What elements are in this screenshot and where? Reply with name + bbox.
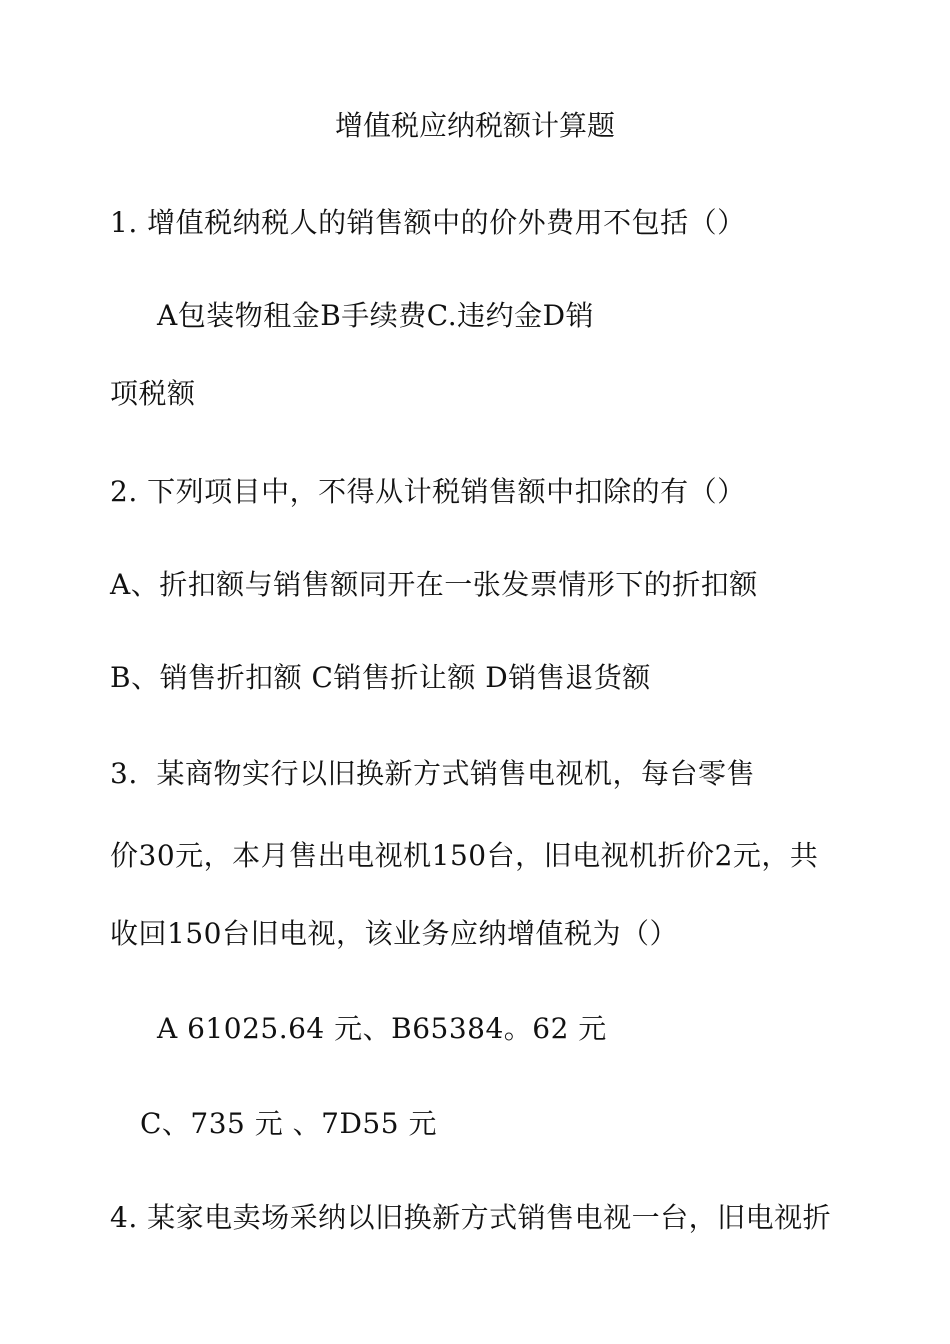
question-1-options-continued: 项税额 bbox=[110, 377, 196, 410]
question-3-stem-line-3: 收回150台旧电视，该业务应纳增值税为（） bbox=[110, 917, 678, 950]
question-2-option-a: A、折扣额与销售额同开在一张发票情形下的折扣额 bbox=[110, 568, 758, 601]
question-3-options-ab: A 61025.64 元、B65384。62 元 bbox=[157, 1012, 607, 1045]
question-1-options: A包装物租金B手续费C.违约金D销 bbox=[157, 299, 595, 332]
question-3-stem-line-1: 3. 某商物实行以旧换新方式销售电视机，每台零售 bbox=[110, 757, 756, 790]
document-title: 增值税应纳税额计算题 bbox=[334, 109, 615, 142]
question-4-stem: 4. 某家电卖场采纳以旧换新方式销售电视一台，旧电视折 bbox=[110, 1201, 832, 1234]
question-1-stem: 1. 增值税纳税人的销售额中的价外费用不包括（） bbox=[110, 206, 746, 239]
question-2-stem: 2. 下列项目中，不得从计税销售额中扣除的有（） bbox=[110, 475, 746, 508]
question-3-options-cd: C、735 元 、7D55 元 bbox=[140, 1107, 437, 1140]
question-3-stem-line-2: 价30元，本月售出电视机150台，旧电视机折价2元，共 bbox=[110, 839, 819, 872]
question-2-options-bcd: B、销售折扣额 C销售折让额 D销售退货额 bbox=[110, 661, 651, 694]
